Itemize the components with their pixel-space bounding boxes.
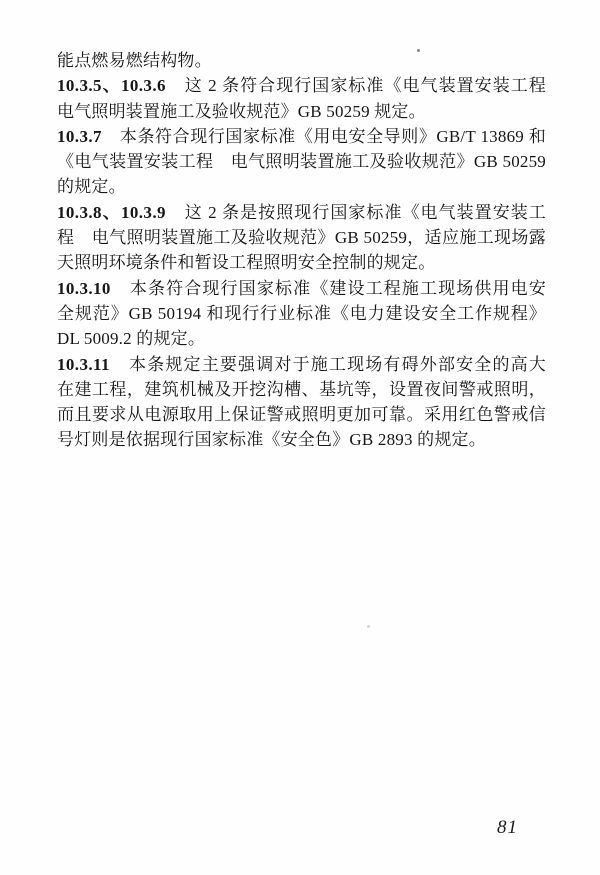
line-text: 本条符合现行国家标准《用电安全导则》GB/T 13869 和	[119, 126, 546, 146]
text-line	[57, 276, 546, 301]
line-text: 电气照明装置施工及验收规范》GB 50259 规定。	[57, 101, 426, 121]
clause-number: 10.3.8、10.3.9	[57, 202, 166, 222]
line-text: 全规范》GB 50194 和现行行业标准《电力建设安全工作规程》	[57, 303, 546, 323]
text-line	[57, 149, 546, 174]
clause-number: 10.3.10	[57, 278, 111, 298]
text-line	[57, 124, 546, 149]
line-text: 这 2 条符合现行国家标准《电气装置安装工程	[184, 76, 546, 96]
line-text: 本条符合现行国家标准《建设工程施工现场供用电安	[129, 278, 546, 298]
line-text: 在建工程，建筑机械及开挖沟槽、基坑等，设置夜间警戒照明，	[57, 379, 546, 399]
text-line	[57, 326, 546, 351]
line-text: 《电气装置安装工程 电气照明装置施工及验收规范》GB 50259	[57, 152, 546, 172]
text-line	[57, 73, 546, 98]
text-line	[57, 352, 546, 377]
clause-number: 10.3.7	[57, 126, 102, 146]
text-line	[57, 427, 546, 452]
scan-speck-icon	[367, 625, 370, 628]
line-text: 的规定。	[57, 177, 126, 197]
line-text: DL 5009.2 的规定。	[57, 329, 206, 349]
text-line	[57, 225, 546, 250]
line-text: 程 电气照明装置施工及验收规范》GB 50259，适应施工现场露	[57, 228, 546, 248]
text-line	[57, 99, 546, 124]
page-number: 81	[497, 817, 518, 838]
clause-number: 10.3.5、10.3.6	[57, 76, 166, 96]
text-line	[57, 174, 546, 199]
text-line	[57, 377, 546, 402]
text-line	[57, 200, 546, 225]
text-line	[57, 301, 546, 326]
text-line	[57, 402, 546, 427]
line-text: 号灯则是依据现行国家标准《安全色》GB 2893 的规定。	[57, 430, 486, 450]
page-body-text	[57, 48, 546, 453]
line-text: 本条规定主要强调对于施工现场有碍外部安全的高大	[129, 354, 546, 374]
text-line	[57, 48, 546, 73]
line-text: 而且要求从电源取用上保证警戒照明更加可靠。采用红色警戒信	[57, 405, 546, 425]
line-text: 天照明环境条件和暂设工程照明安全控制的规定。	[57, 253, 436, 273]
line-text: 这 2 条是按照现行国家标准《电气装置安装工	[184, 202, 546, 222]
scan-speck-icon	[417, 49, 420, 52]
line-text: 能点燃易燃结构物。	[57, 51, 212, 70]
clause-number: 10.3.11	[57, 354, 110, 374]
text-line	[57, 250, 546, 275]
